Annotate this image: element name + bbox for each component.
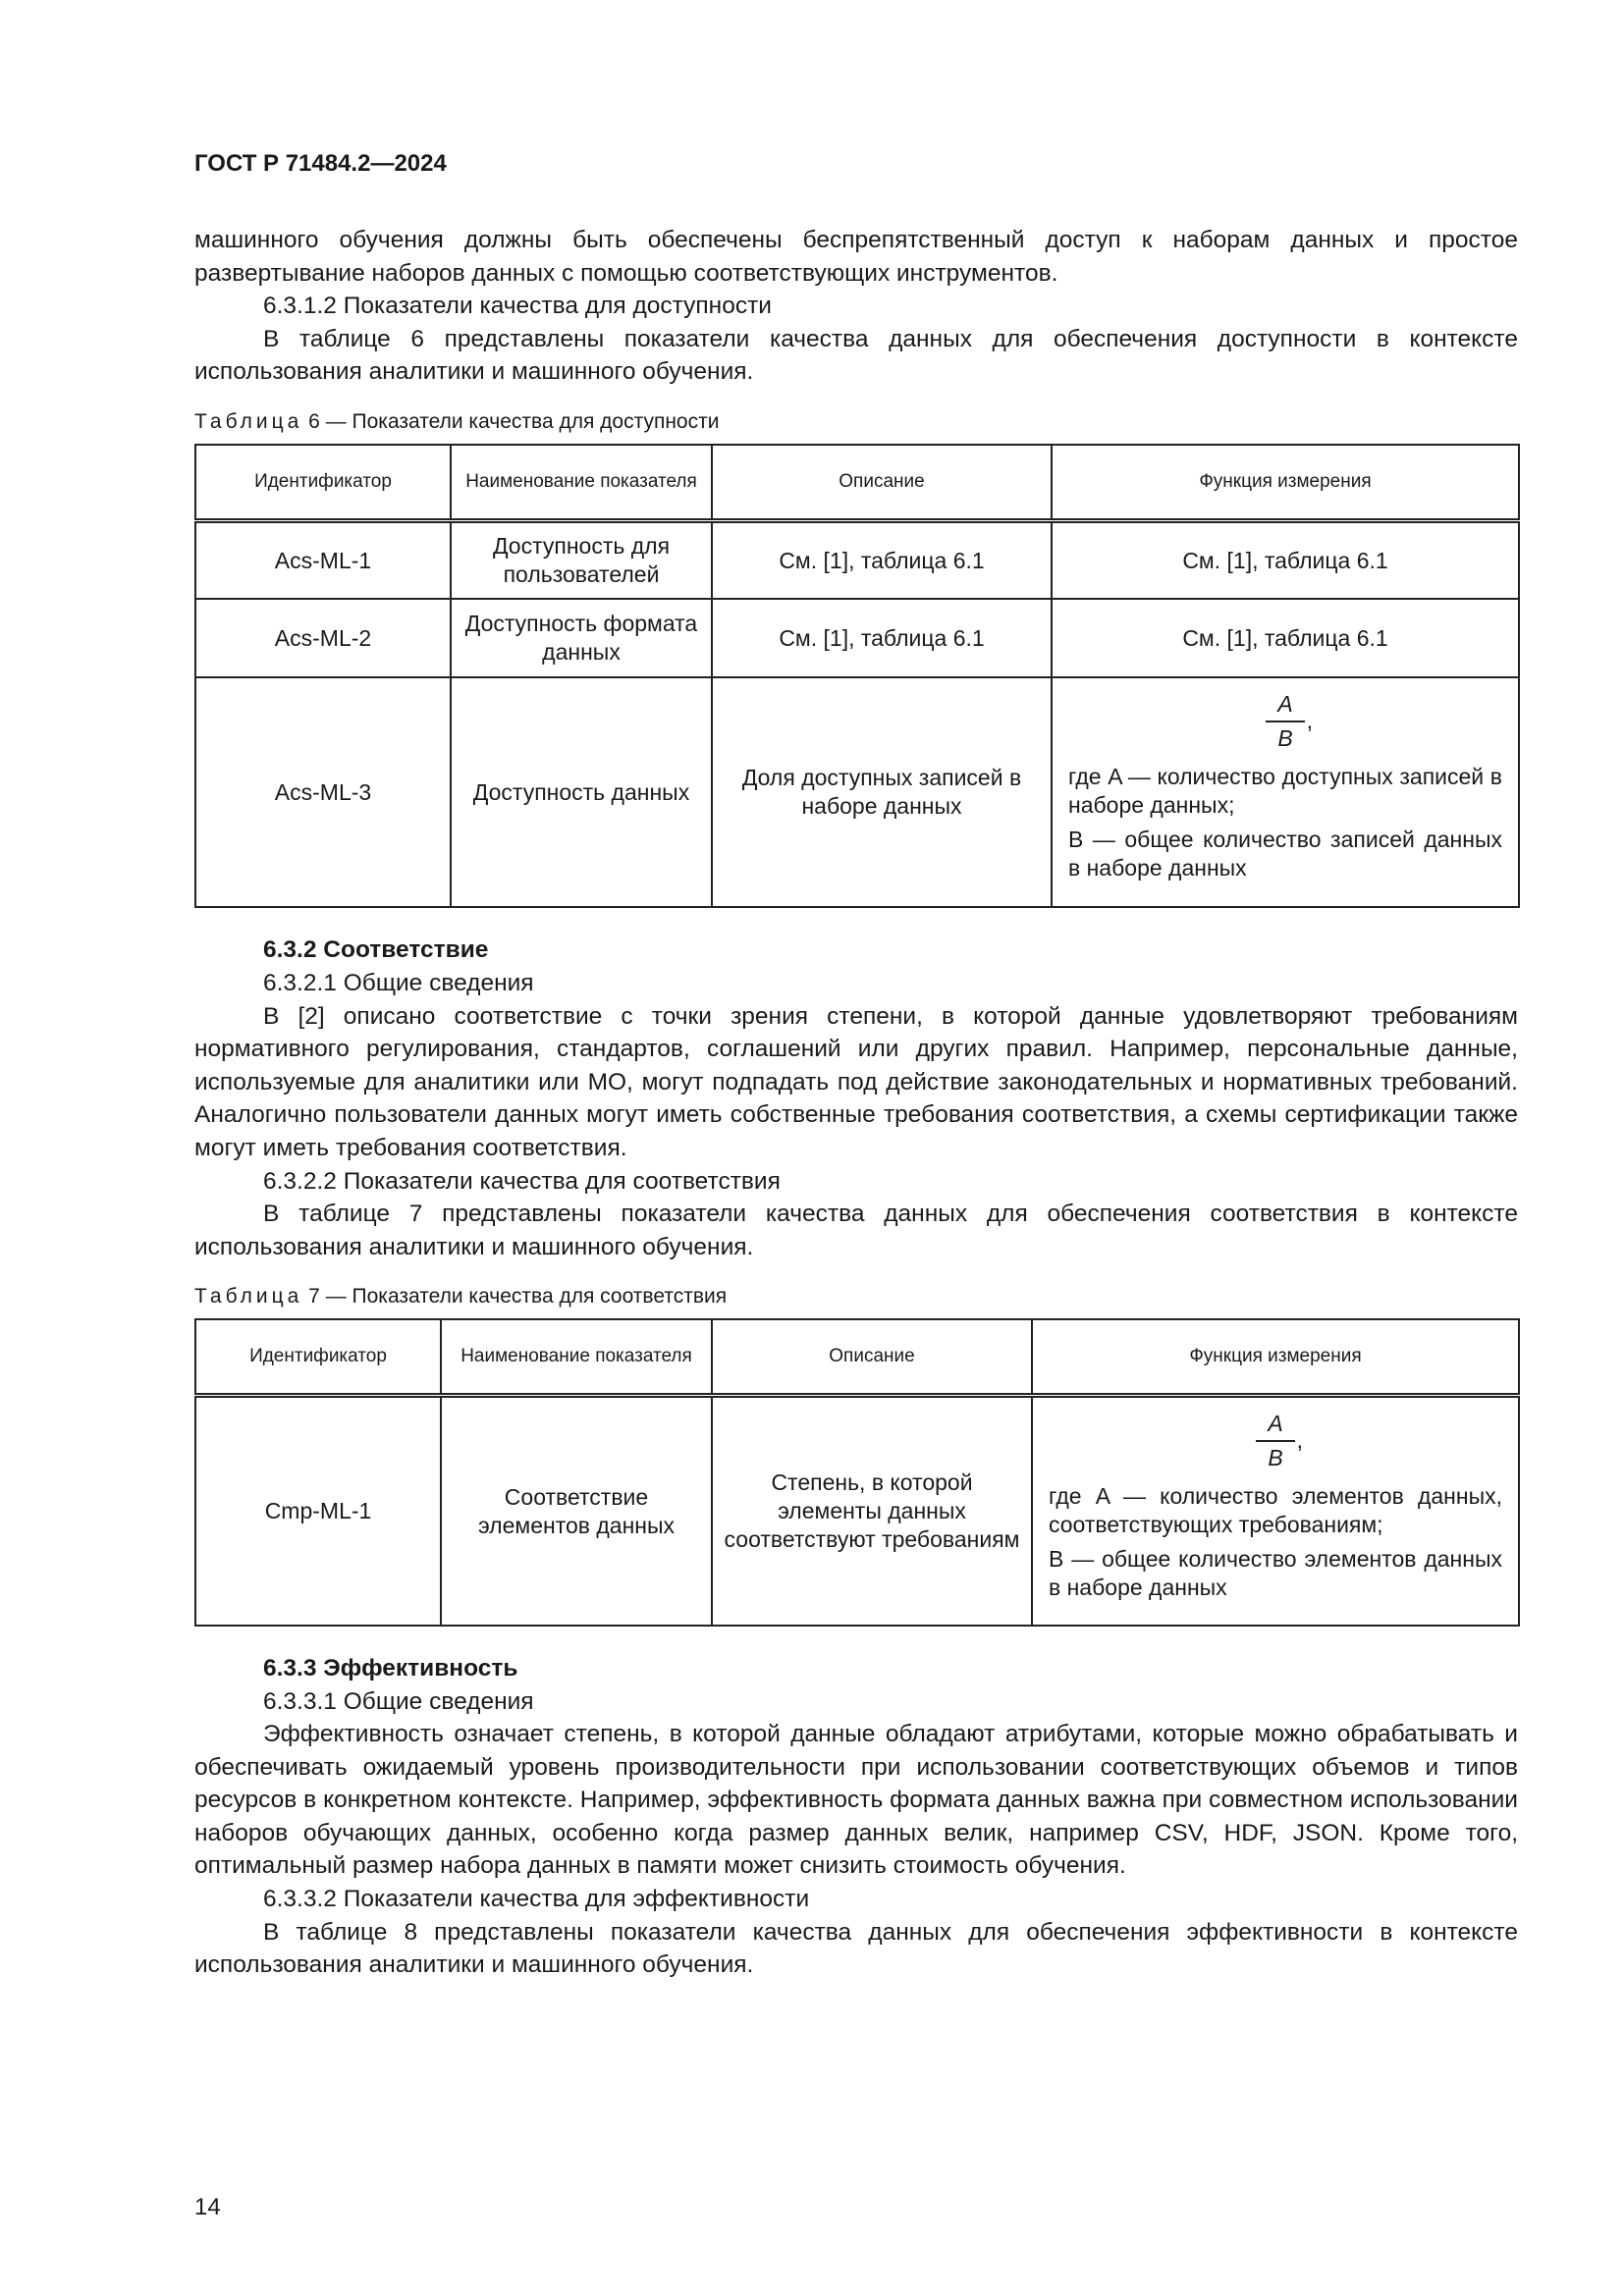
section-paragraph: В таблице 7 представлены показатели качества данных для обеспечения соответствия в контексте использования аналитики и машинного обучения. bbox=[194, 1201, 1518, 1260]
subsection-heading-6-3-2-2: 6.3.2.2 Показатели качества для соответствия bbox=[263, 1167, 781, 1195]
table7-header-cell: Наименование показателя bbox=[441, 1319, 712, 1396]
table-cell-desc: См. [1], таблица 6.1 bbox=[712, 599, 1052, 677]
table-cell-id: Cmp-ML-1 bbox=[195, 1396, 441, 1626]
section-paragraph: В таблице 8 представлены показатели качества данных для обеспечения эффективности в контексте использования аналитики и машинного обучения. bbox=[194, 1918, 1518, 1979]
table-row bbox=[195, 599, 1519, 677]
table6-header-cell: Наименование показателя bbox=[451, 445, 712, 521]
formula-legend-b: B — общее количество записей данных в наборе данных bbox=[1068, 827, 1502, 881]
intro-paragraph: машинного обучения должны быть обеспечены беспрепятственный доступ к наборам данных и простое развертывание наборов данных с помощью соответствующих инструментов. bbox=[194, 227, 1518, 287]
table-cell-id: Acs-ML-1 bbox=[195, 520, 451, 599]
table-row bbox=[195, 1396, 1519, 1626]
fraction-formula: A B , bbox=[1256, 1410, 1295, 1472]
table-cell-func bbox=[1052, 677, 1519, 907]
formula-legend-a: где A — количество доступных записей в наборе данных; bbox=[1068, 764, 1502, 819]
section-paragraph: В [2] описано соответствие с точки зрения степени, в которой данные удовлетворяют требованиям нормативного регулирования, стандартов, соглашений или других правил. Например, персональные данные, используемые для аналитики или МО, могут подпадать под действие законодательных и нормативных требований. Аналогично пользователи данных могут иметь собственные требования соответствия, а схемы сертификации также могут иметь требования соответствия. bbox=[194, 1002, 1518, 1162]
subsection-heading-6-3-2-1: 6.3.2.1 Общие сведения bbox=[263, 970, 534, 997]
intro-paragraph-table6: В таблице 6 представлены показатели качества данных для обеспечения доступности в контексте использования аналитики и машинного обучения. bbox=[194, 325, 1518, 386]
table6-header-cell: Идентификатор bbox=[195, 445, 451, 521]
section-heading-6-3-2: 6.3.2 Соответствие bbox=[263, 936, 489, 964]
table-cell-desc: Доля доступных записей в наборе данных bbox=[712, 677, 1052, 907]
document-header: ГОСТ Р 71484.2—2024 bbox=[194, 150, 447, 177]
table-cell-desc: См. [1], таблица 6.1 bbox=[712, 520, 1052, 599]
table7-caption: Таблица 7 — Показатели качества для соответствия bbox=[194, 1285, 728, 1308]
table-row bbox=[195, 520, 1519, 599]
table7-header-cell: Функция измерения bbox=[1032, 1319, 1519, 1396]
subsection-heading-6-3-3-1: 6.3.3.1 Общие сведения bbox=[263, 1687, 534, 1715]
subsection-heading-6-3-3-2: 6.3.3.2 Показатели качества для эффективности bbox=[263, 1886, 810, 1913]
table-cell-func: См. [1], таблица 6.1 bbox=[1052, 599, 1519, 677]
table-cell-id: Acs-ML-3 bbox=[195, 677, 451, 907]
formula-legend-a: где A — количество элементов данных, соответствующих требованиям; bbox=[1049, 1483, 1502, 1538]
table-cell-func bbox=[1032, 1396, 1519, 1626]
table7-header-cell: Идентификатор bbox=[195, 1319, 441, 1396]
formula-legend-b: B — общее количество элементов данных в наборе данных bbox=[1049, 1546, 1502, 1601]
table6-header-row bbox=[195, 445, 1519, 521]
table-cell-name: Доступность формата данных bbox=[451, 599, 712, 677]
table6-caption: Таблица 6 — Показатели качества для доступности bbox=[194, 409, 720, 433]
page-number: 14 bbox=[194, 2194, 221, 2220]
table6-header-cell: Функция измерения bbox=[1052, 445, 1519, 521]
section-paragraph: Эффективность означает степень, в которой данные обладают атрибутами, которые можно обрабатывать и обеспечивать ожидаемый уровень производительности при использовании соответствующих объемов и типов ресурсов в конкретном контексте. Например, эффективность формата данных важна при совместном использовании наборов обучающих данных, особенно когда размер данных велик, например CSV, HDF, JSON. Кроме того, оптимальный размер набора данных в памяти может снизить стоимость обучения. bbox=[194, 1721, 1518, 1880]
page-body bbox=[194, 224, 1518, 1982]
table7 bbox=[194, 1318, 1520, 1627]
table-cell-name: Доступность для пользователей bbox=[451, 520, 712, 599]
table-cell-func: См. [1], таблица 6.1 bbox=[1052, 520, 1519, 599]
table7-header-row bbox=[195, 1319, 1519, 1396]
table-cell-name: Доступность данных bbox=[451, 677, 712, 907]
table6-header-cell: Описание bbox=[712, 445, 1052, 521]
table6 bbox=[194, 444, 1520, 909]
subsection-heading-6-3-1-2: 6.3.1.2 Показатели качества для доступности bbox=[263, 293, 772, 320]
table-cell-desc: Степень, в которой элементы данных соответствуют требованиям bbox=[712, 1396, 1032, 1626]
table-cell-id: Acs-ML-2 bbox=[195, 599, 451, 677]
fraction-formula: A B , bbox=[1266, 690, 1305, 753]
table-cell-name: Соответствие элементов данных bbox=[441, 1396, 712, 1626]
table-row bbox=[195, 677, 1519, 907]
section-heading-6-3-3: 6.3.3 Эффективность bbox=[263, 1654, 518, 1682]
table7-header-cell: Описание bbox=[712, 1319, 1032, 1396]
